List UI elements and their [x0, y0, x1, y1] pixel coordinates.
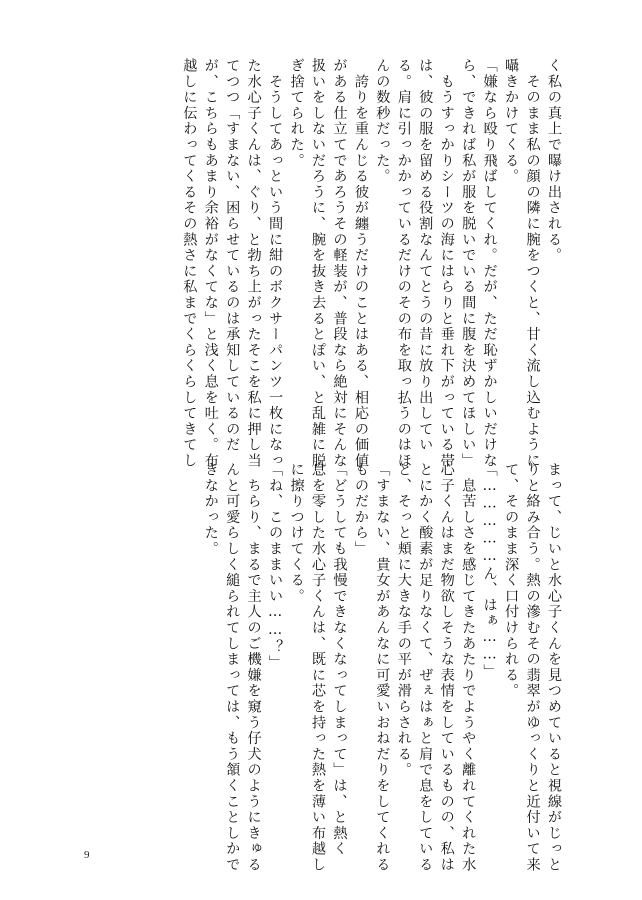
text-line: 誇りを重んじる彼が纏うだけのことはある、相応の価値: [352, 58, 369, 469]
text-line: そのまま私の顔の隣に腕をつくと、甘く流し込むように: [524, 58, 541, 469]
text-line: 「ね、このままいい……？」: [267, 462, 284, 671]
text-line: く私の真上で曝け出される。: [546, 58, 562, 264]
text-line: 「嫌なら殴り飛ばしてくれ。だが、ただ恥ずかしいだけな: [481, 58, 498, 469]
text-line: ちらり、まるで主人のご機嫌を窺う仔犬のようにきゅる: [245, 462, 262, 873]
text-line: んの数秒だった。: [374, 58, 391, 185]
text-line: まって、じいと水心子くんを見つめていると視線がじっと: [546, 462, 562, 873]
text-line: きなかった。: [202, 462, 219, 557]
text-line: 越しに伝わってくるその熱さに私までくらくらしてきてし: [181, 58, 198, 469]
text-line: は、彼の服を留める役割なんてとうの昔に放り出してい: [417, 58, 434, 453]
text-line: ら、できれば私が服を脱いでいる間に腹を決めてほしい」: [460, 58, 477, 469]
text-line: て、そのまま深く口付けられる。: [503, 462, 520, 699]
text-line: 囁きかけてくる。: [503, 58, 520, 185]
text-line: もうすっかりシーツの海にはらりと垂れ下がっている帯: [438, 58, 455, 469]
text-line: る。肩に引っかかっているだけのその布を取っ払うのはほ: [395, 58, 412, 469]
text-line: てつつ「すまない、困らせているのは承知しているのだ: [224, 58, 241, 453]
text-line: 心子くんはまだ物欲しそうな表情をしているものの、私は: [438, 462, 455, 873]
text-line: 「どうしても我慢できなくなってしまって」は、と熱く: [331, 462, 348, 857]
page-number: 9: [84, 849, 90, 861]
text-line: 息苦しさを感じてきたあたりでようやく離れてくれた水: [460, 462, 477, 873]
text-line: 扱いをしないだろうに、腕を抜き去るとぽい、と乱雑に脱: [310, 58, 327, 469]
text-line: た水心子くんは、ぐり、と勃ち上がったそこを私に押し当: [245, 58, 262, 469]
text-column-top: [66, 58, 564, 469]
text-line: とにかく酸素が足りなくて、ぜぇはぁと肩で息をしている: [417, 462, 434, 873]
text-line: そうしてあっという間に紺のボクサーパンツ一枚になっ: [267, 58, 284, 469]
text-line: と、そっと頬に大きな手の平が滑らされる。: [395, 462, 412, 778]
text-line: りと絡み合う。熱の滲むその翡翠がゆっくりと近付いて来: [524, 462, 541, 873]
text-column-bottom: [66, 462, 564, 873]
text-line: がある仕立てであろうその軽装が、普段なら絶対にそんな: [331, 58, 348, 469]
text-line: に擦りつけてくる。: [288, 462, 305, 605]
text-line: 「……………ん、はぁ……」: [481, 462, 498, 680]
text-line: ものだから」: [352, 462, 369, 557]
text-line: ぎ捨てられた。: [288, 58, 305, 169]
text-line: んと可愛らしく縋られてしまっては、もう頷くことしかで: [224, 462, 241, 873]
text-line: 息を零した水心子くんは、既に芯を持った熱を薄い布越し: [310, 462, 327, 873]
text-line: が、こちらもあまり余裕がなくてな」と浅く息を吐く。布: [202, 58, 219, 469]
text-line: 「すまない、貴女があんなに可愛いおねだりをしてくれる: [374, 462, 391, 873]
